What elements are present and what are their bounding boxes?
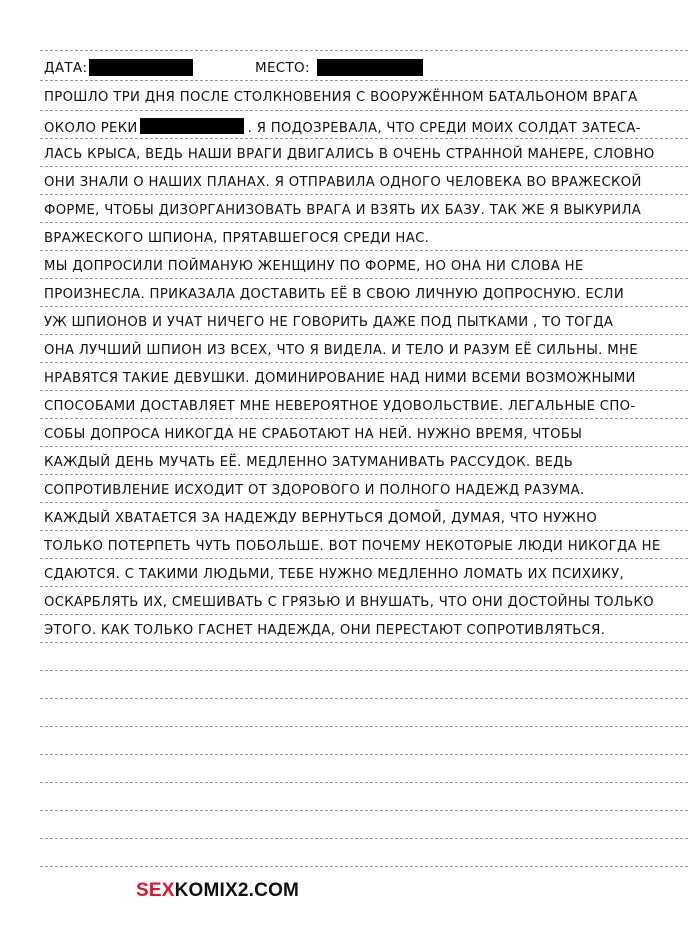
text-line: ТОЛЬКО ПОТЕРПЕТЬ ЧУТЬ ПОБОЛЬШЕ. ВОТ ПОЧЕМУ НЕКОТОРЫЕ ЛЮДИ НИКОГДА НЕ — [44, 539, 661, 554]
text-line: ФОРМЕ, ЧТОБЫ ДИЗОРГАНИЗОВАТЬ ВРАГА И ВЗЯТЬ ИХ БАЗУ. ТАК ЖЕ Я ВЫКУРИЛА — [44, 203, 642, 218]
ruled-line — [40, 250, 688, 251]
text-line: ПРОШЛО ТРИ ДНЯ ПОСЛЕ СТОЛКНОВЕНИЯ С ВООРУЖЁННОМ БАТАЛЬОНОМ ВРАГА — [44, 90, 638, 105]
text-line: ОКОЛО РЕКИ . Я ПОДОЗРЕВАЛА, ЧТО СРЕДИ МОИХ СОЛДАТ ЗАТЕСА- — [44, 118, 641, 138]
date-label: ДАТА: — [44, 60, 88, 76]
ruled-line — [40, 782, 688, 783]
ruled-line — [40, 810, 688, 811]
text-line: УЖ ШПИОНОВ И УЧАТ НИЧЕГО НЕ ГОВОРИТЬ ДАЖЕ ПОД ПЫТКАМИ , ТО ТОГДА — [44, 315, 614, 330]
text-line: ПРОИЗНЕСЛА. ПРИКАЗАЛА ДОСТАВИТЬ ЕЁ В СВОЮ ЛИЧНУЮ ДОПРОСНУЮ. ЕСЛИ — [44, 287, 625, 302]
ruled-line — [40, 194, 688, 195]
text-line: МЫ ДОПРОСИЛИ ПОЙМАНУЮ ЖЕНЩИНУ ПО ФОРМЕ, НО ОНА НИ СЛОВА НЕ — [44, 259, 584, 274]
ruled-line — [40, 80, 688, 81]
ruled-line — [40, 166, 688, 167]
text-line: ВРАЖЕСКОГО ШПИОНА, ПРЯТАВШЕГОСЯ СРЕДИ НАС. — [44, 231, 430, 246]
ruled-line — [40, 726, 688, 727]
watermark-domain: KOMIX2.COM — [174, 880, 300, 901]
ruled-line — [40, 222, 688, 223]
ruled-line — [40, 278, 688, 279]
ruled-line — [40, 754, 688, 755]
text-line: СПОСОБАМИ ДОСТАВЛЯЕТ МНЕ НЕВЕРОЯТНОЕ УДОВОЛЬСТВИЕ. ЛЕГАЛЬНЫЕ СПО- — [44, 399, 636, 414]
ruled-line — [40, 418, 688, 419]
text-line: СОПРОТИВЛЕНИЕ ИСХОДИТ ОТ ЗДОРОВОГО И ПОЛНОГО НАДЕЖД РАЗУМА. — [44, 483, 585, 498]
ruled-line — [40, 558, 688, 559]
ruled-line — [40, 586, 688, 587]
text-line: ЛАСЬ КРЫСА, ВЕДЬ НАШИ ВРАГИ ДВИГАЛИСЬ В ОЧЕНЬ СТРАННОЙ МАНЕРЕ, СЛОВНО — [44, 147, 655, 162]
ruled-line — [40, 670, 688, 671]
ruled-line — [40, 138, 688, 139]
ruled-line — [40, 110, 688, 111]
watermark — [136, 880, 299, 902]
place-redaction — [317, 59, 423, 76]
ruled-line — [40, 306, 688, 307]
text-line: ОНА ЛУЧШИЙ ШПИОН ИЗ ВСЕХ, ЧТО Я ВИДЕЛА. И ТЕЛО И РАЗУМ ЕЁ СИЛЬНЫ. МНЕ — [44, 343, 638, 358]
text-line: КАЖДЫЙ ХВАТАЕТСЯ ЗА НАДЕЖДУ ВЕРНУТЬСЯ ДОМОЙ, ДУМАЯ, ЧТО НУЖНО — [44, 511, 598, 526]
watermark-accent: SEX — [136, 880, 175, 901]
text-line: КАЖДЫЙ ДЕНЬ МУЧАТЬ ЕЁ. МЕДЛЕННО ЗАТУМАНИВАТЬ РАССУДОК. ВЕДЬ — [44, 455, 574, 470]
ruled-line — [40, 866, 688, 867]
text-line: СОБЫ ДОПРОСА НИКОГДА НЕ СРАБОТАЮТ НА НЕЙ. НУЖНО ВРЕМЯ, ЧТОБЫ — [44, 427, 583, 442]
ruled-line — [40, 446, 688, 447]
page-header — [44, 56, 684, 78]
ruled-line — [40, 362, 688, 363]
river-redaction — [140, 118, 244, 134]
place-label: МЕСТО: — [255, 60, 310, 76]
date-redaction — [89, 59, 193, 76]
ruled-line — [40, 502, 688, 503]
ruled-line — [40, 614, 688, 615]
ruled-line — [40, 530, 688, 531]
text-line: СДАЮТСЯ. С ТАКИМИ ЛЮДЬМИ, ТЕБЕ НУЖНО МЕДЛЕННО ЛОМАТЬ ИХ ПСИХИКУ, — [44, 567, 625, 582]
ruled-line — [40, 474, 688, 475]
text-line: ОНИ ЗНАЛИ О НАШИХ ПЛАНАХ. Я ОТПРАВИЛА ОДНОГО ЧЕЛОВЕКА ВО ВРАЖЕСКОЙ — [44, 175, 642, 190]
ruled-line — [40, 390, 688, 391]
text-line: ОСКАРБЛЯТЬ ИХ, СМЕШИВАТЬ С ГРЯЗЬЮ И ВНУШАТЬ, ЧТО ОНИ ДОСТОЙНЫ ТОЛЬКО — [44, 595, 654, 610]
ruled-line — [40, 334, 688, 335]
ruled-line — [40, 50, 688, 51]
ruled-line — [40, 698, 688, 699]
text-line: ЭТОГО. КАК ТОЛЬКО ГАСНЕТ НАДЕЖДА, ОНИ ПЕРЕСТАЮТ СОПРОТИВЛЯТЬСЯ. — [44, 623, 606, 638]
ruled-line — [40, 642, 688, 643]
text-line: НРАВЯТСЯ ТАКИЕ ДЕВУШКИ. ДОМИНИРОВАНИЕ НАД НИМИ ВСЕМИ ВОЗМОЖНЫМИ — [44, 371, 636, 386]
ruled-line — [40, 838, 688, 839]
